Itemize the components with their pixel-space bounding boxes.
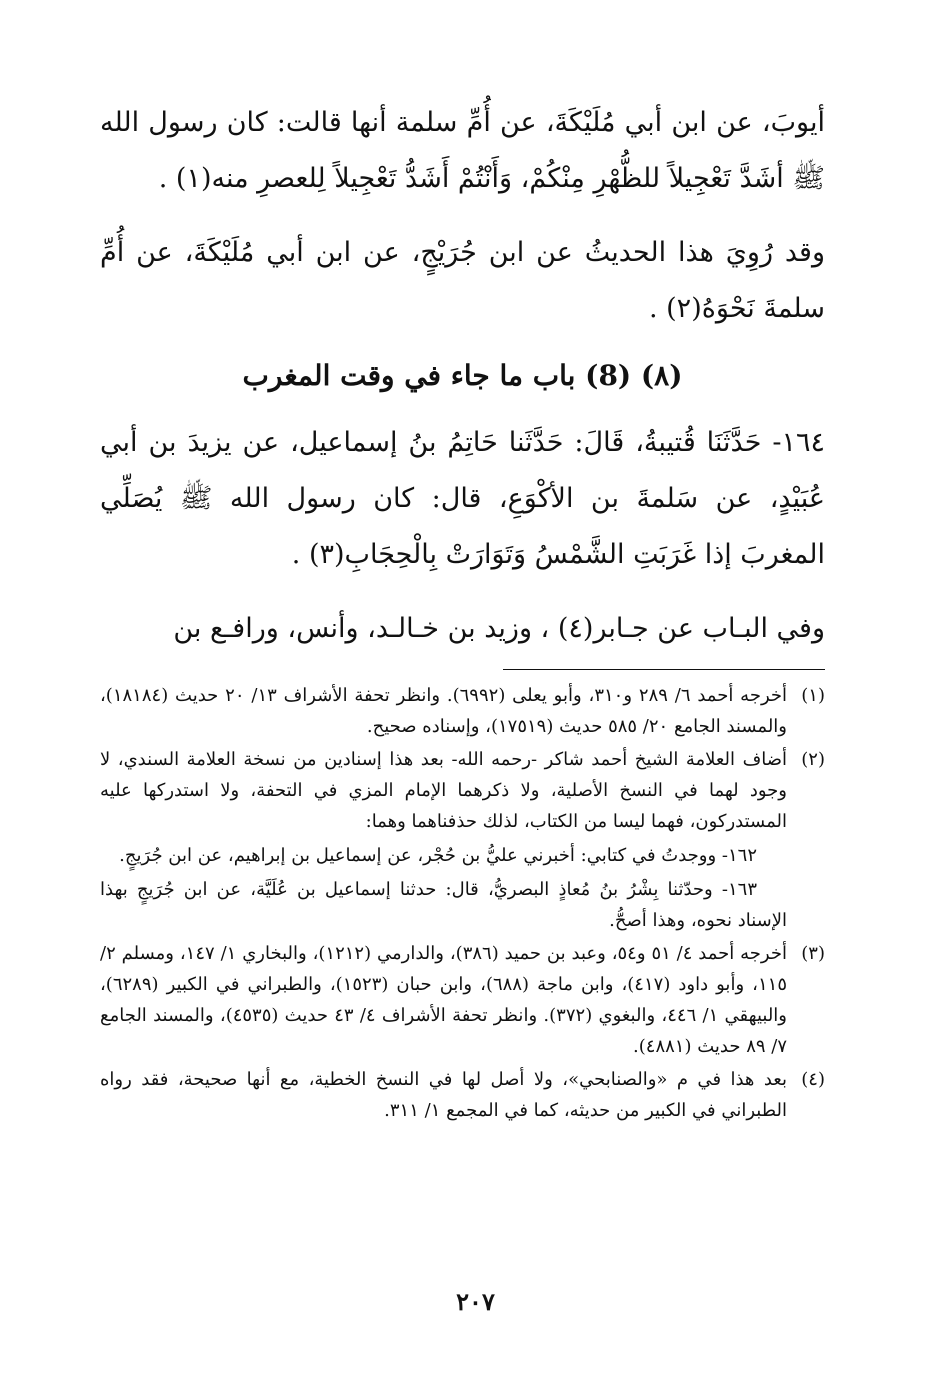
footnote-number: (٤) bbox=[801, 1069, 825, 1090]
hadith-164: ١٦٤- حَدَّثَنَا قُتيبةُ، قَالَ: حَدَّثَنا حَاتِمُ بنُ إسماعيل، عن يزيدَ بن أبي عُبَيْدٍ، عن سَلمةَ بن الأكْوَعِ، قال: كان رسول الله ﷺ يُصَلِّي المغربَ إذا غَرَبَتِ الشَّمْسُ وَتَوَارَتْ بِالْحِجَابِ(٣) . bbox=[100, 427, 825, 570]
footnote-number: (٣) bbox=[801, 943, 825, 964]
footnote-sub-162: ١٦٢- ووجدتُ في كتابي: أخبرني عليُّ بن حُجْر، عن إسماعيل بن إبراهيم، عن ابن جُرَيجٍ. bbox=[119, 845, 757, 866]
section-heading: (٨) (8) باب ما جاء في وقت المغرب bbox=[242, 359, 683, 392]
page-number: ٢٠٧ bbox=[456, 1287, 495, 1316]
footnote-text: أضاف العلامة الشيخ أحمد شاكر -رحمه الله- بعد هذا إسنادين من نسخة العلامة السندي، لا وجود لهما في النسخ الأصلية، ولا ذكرهما الإمام المزي في التحفة، ولا استدركها عليه المستدركون، فهما ليسا من الكتاب، لذلك حذفناهما وهما: bbox=[100, 749, 787, 832]
footnote-text: بعد هذا في م «والصنابحي»، ولا أصل لها في النسخ الخطية، مع أنها صحيحة، فقد رواه الطبراني في الكبير من حديثه، كما في المجمع ١/ ٣١١. bbox=[100, 1069, 787, 1121]
paragraph-1: أيوبَ، عن ابن أبي مُلَيْكَةَ، عن أُمِّ سلمة أنها قالت: كان رسول الله ﷺ أشَدَّ تَعْجِيلاً للظُّهْرِ مِنْكُمْ، وَأَنْتُمْ أَشَدُّ تَعْجِيلاً لِلعصرِ منه(١) . bbox=[100, 107, 825, 194]
footnote-3 bbox=[100, 938, 825, 1062]
footnote-number: (١) bbox=[801, 685, 825, 706]
footnotes bbox=[100, 680, 825, 1126]
footnote-number: (٢) bbox=[801, 749, 825, 770]
footnote-text: أخرجه أحمد ٤/ ٥١ و٥٤، وعبد بن حميد (٣٨٦)، والدارمي (١٢١٢)، والبخاري ١/ ١٤٧، ومسلم ٢/ ١١٥، وأبو داود (٤١٧)، وابن ماجة (٦٨٨)، وابن حبان (١٥٢٣)، والطبراني في الكبير (٦٢٨٩)، والبيهقي ١/ ٤٤٦، والبغوي (٣٧٢). وانظر تحفة الأشراف ٤/ ٤٣ حديث (٤٥٣٥)، والمسند الجامع ٧/ ٨٩ حديث (٤٨٨١). bbox=[100, 943, 788, 1057]
footnote-4 bbox=[100, 1064, 825, 1126]
page-content bbox=[100, 95, 825, 1126]
main-text bbox=[100, 95, 825, 657]
footnote-1 bbox=[100, 680, 825, 742]
footnote-divider bbox=[503, 669, 825, 670]
paragraph-2: وقد رُوِيَ هذا الحديثُ عن ابن جُرَيْجٍ، عن ابن أبي مُلَيْكَةَ، عن أُمِّ سلمةَ نَحْوَهُ(٢) . bbox=[100, 237, 825, 324]
footnote-text: أخرجه أحمد ٦/ ٢٨٩ و٣١٠، وأبو يعلى (٦٩٩٢). وانظر تحفة الأشراف ١٣/ ٢٠ حديث (١٨١٨٤)، والمسند الجامع ٢٠/ ٥٨٥ حديث (١٧٥١٩)، وإسناده صحيح. bbox=[100, 685, 788, 737]
paragraph-4: وفي البـاب عن جـابر(٤) ، وزيد بن خـالـد، وأنس، ورافـع بن bbox=[173, 613, 825, 644]
footnote-sub-163: ١٦٣- وحدّثنا بِشْرُ بنُ مُعاذٍ البصريُّ، قال: حدثنا إسماعيل بن عُلَيَّة، عن ابن جُرَيجٍ بهذا الإسناد نحوه، وهذا أصحُّ. bbox=[100, 879, 787, 931]
footnote-2 bbox=[100, 744, 825, 936]
